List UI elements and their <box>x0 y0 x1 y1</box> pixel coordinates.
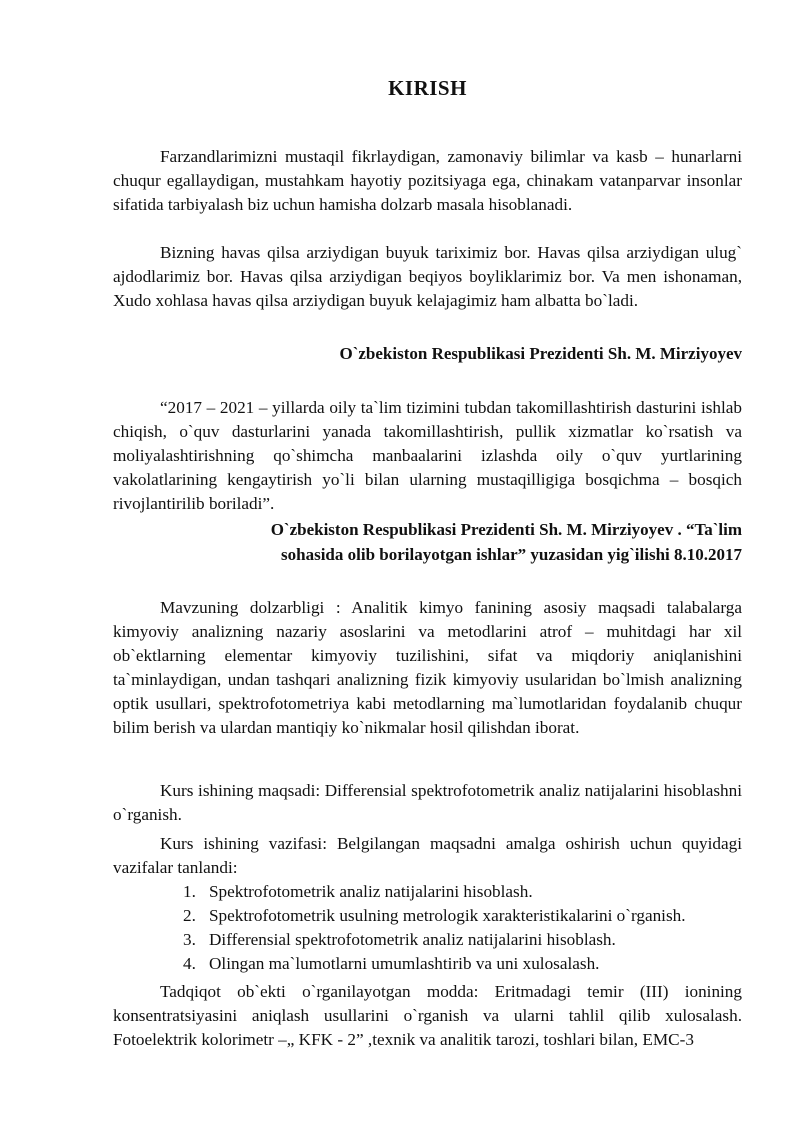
program-attribution-line2: sohasida olib borilayotgan ishlar” yuzasidan yig`ilishi 8.10.2017 <box>281 545 742 564</box>
page-title: KIRISH <box>388 76 467 100</box>
paragraph-quote: Bizning havas qilsa arziydigan buyuk tariximiz bor. Havas qilsa arziydigan ulug` ajdodlarimiz bor. Havas qilsa arziydigan beqiyos boyliklarimiz bor. Va men ishonaman, Xudo xohlasa havas qilsa arziydigan buyuk kelajagimiz ham albatta bo`ladi. <box>113 243 742 310</box>
list-item: 2. Spektrofotometrik usulning metrologik xarakteristikalarini o`rganish. <box>183 906 686 925</box>
paragraph-relevance: Mavzuning dolzarbligi : Analitik kimyo fanining asosiy maqsadi talabalarga kimyoviy analizning nazariy asoslarini va metodlarini atrof – muhitdagi har xil ob`ektlarning elementar kimyoviy tuzilishini, sifat va miqdoriy aniqlanishini ta`minlaydigan, undan tashqari analizning fizik kimyoviy usularidan bo`lmish analizning optik usullari, spektrofotometriya kabi metodlarning ma`lumotlaridan foydalanib chuqur bilim berish va ulardan mantiqiy ko`nikmalar hosil qilishdan iborat. <box>113 598 742 737</box>
program-attribution-line1: O`zbekiston Respublikasi Prezidenti Sh. M. Mirziyoyev . “Ta`lim <box>270 520 742 539</box>
list-item: 4. Olingan ma`lumotlarni umumlashtirib va uni xulosalash. <box>183 954 600 973</box>
list-item: 1. Spektrofotometrik analiz natijalarini hisoblash. <box>183 882 533 901</box>
paragraph-program-quote: “2017 – 2021 – yillarda oily ta`lim tizimini tubdan takomillashtirish dasturini ishlab chiqish, o`quv dasturlarini yanada takomillashtirish, pullik xizmatlar ko`rsatish va moliyalashtirishning qo`shimcha manbaalarini izlashda oily o`quv yurtlarining vakolatlarining kengaytirish yo`li bilan ularning mustaqilligiga bosqichma – bosqich rivojlantirilib boriladi”. <box>113 398 742 513</box>
paragraph-tasks-intro: Kurs ishining vazifasi: Belgilangan maqsadni amalga oshirish uchun quyidagi vazifalar tanlandi: <box>113 834 742 877</box>
quote-attribution: O`zbekiston Respublikasi Prezidenti Sh. M. Mirziyoyev <box>339 344 742 363</box>
list-item: 3. Differensial spektrofotometrik analiz natijalarini hisoblash. <box>183 930 616 949</box>
paragraph-goal: Kurs ishining maqsadi: Differensial spektrofotometrik analiz natijalarini hisoblashni o`rganish. <box>113 781 742 824</box>
task-list <box>183 880 686 976</box>
paragraph-research-object: Tadqiqot ob`ekti o`rganilayotgan modda: Eritmadagi temir (III) ionining konsentratsiyasini aniqlash usullarini o`rganish va ularni tahlil qilib xulosalash. Fotoelektrik kolorimetr –„ KFK - 2” ,texnik va analitik tarozi, toshlari bilan, EMC-3 <box>113 982 742 1049</box>
paragraph-intro: Farzandlarimizni mustaqil fikrlaydigan, zamonaviy bilimlar va kasb – hunarlarni chuqur egallaydigan, mustahkam hayotiy pozitsiyaga ega, chinakam vatanparvar insonlar sifatida tarbiyalash biz uchun hamisha dolzarb masala hisoblanadi. <box>113 147 742 214</box>
